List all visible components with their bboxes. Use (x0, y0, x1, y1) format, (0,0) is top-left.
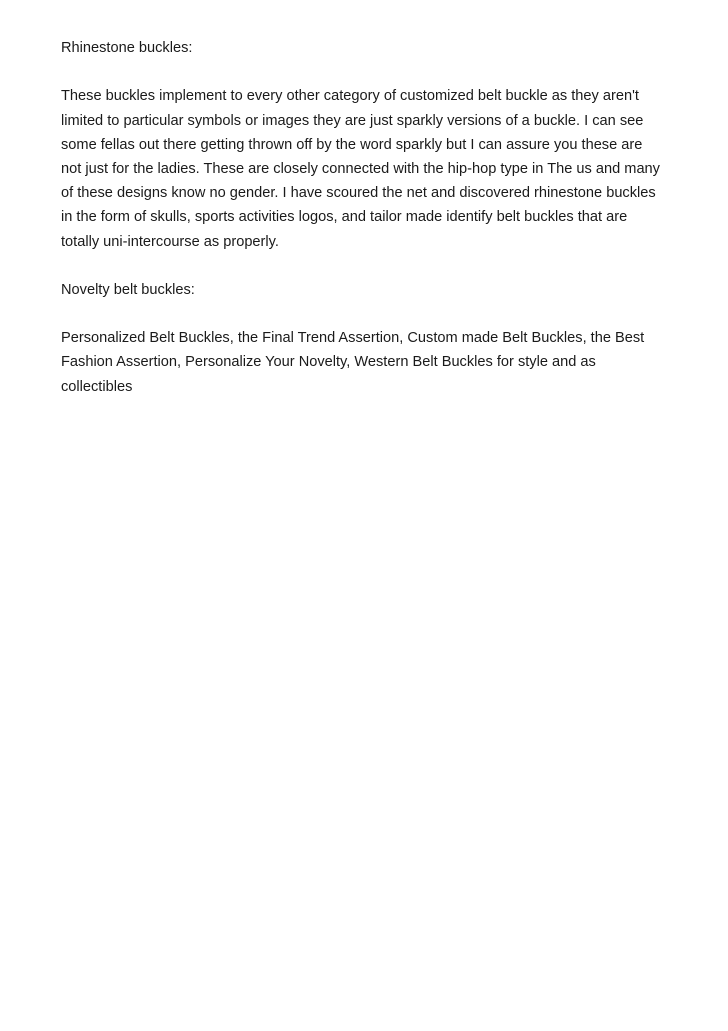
paragraph-line: some fellas out there getting thrown off by the word sparkly but I can assure you these are (61, 136, 643, 153)
section-heading-rhinestone: Rhinestone buckles: (61, 40, 193, 56)
paragraph-rhinestone (61, 84, 681, 253)
paragraph-gap (61, 302, 681, 326)
paragraph-gap (61, 60, 681, 84)
paragraph-gap (61, 254, 681, 278)
paragraph-novelty (61, 326, 681, 399)
paragraph-line: limited to particular symbols or images they are just sparkly versions of a buckle. I can see (61, 112, 644, 129)
paragraph-line: in the form of skulls, sports activities logos, and tailor made identify belt buckles that are (61, 209, 628, 226)
paragraph-line: collectibles (61, 378, 133, 395)
paragraph-line: of these designs know no gender. I have scoured the net and discovered rhinestone buckles (61, 185, 656, 202)
paragraph-line: Fashion Assertion, Personalize Your Novelty, Western Belt Buckles for style and as (61, 354, 596, 371)
document-body (61, 36, 681, 399)
paragraph-line: These buckles implement to every other category of customized belt buckle as they aren't (61, 88, 639, 105)
paragraph-line: totally uni-intercourse as properly. (61, 233, 279, 250)
paragraph-line: Personalized Belt Buckles, the Final Trend Assertion, Custom made Belt Buckles, the Best (61, 330, 645, 347)
section-heading-novelty: Novelty belt buckles: (61, 281, 195, 298)
paragraph-line: not just for the ladies. These are closely connected with the hip-hop type in The us and many (61, 160, 660, 177)
